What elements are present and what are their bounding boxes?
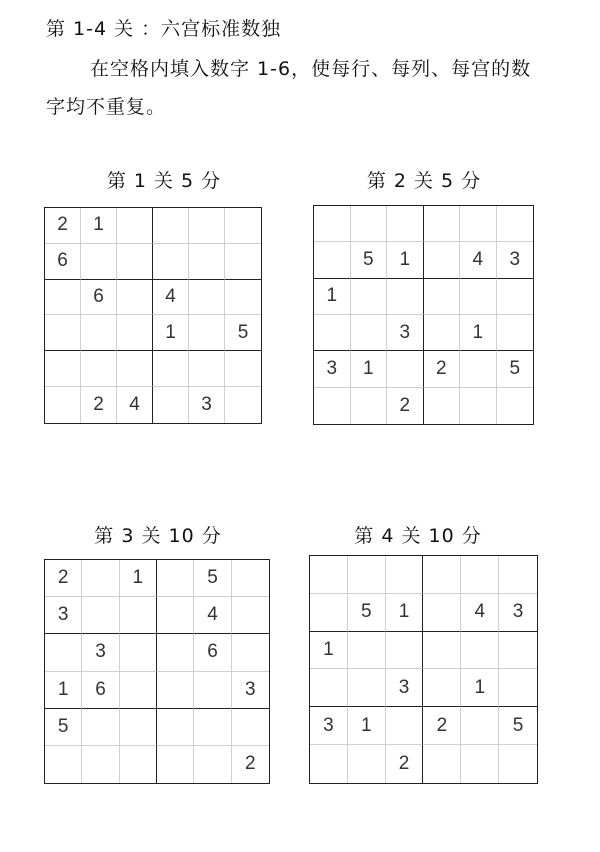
sudoku-cell[interactable] <box>386 707 424 745</box>
puzzle-1-grid <box>44 207 262 424</box>
page-title: 第 1-4 关 ：六宫标准数独 <box>46 18 282 40</box>
sudoku-cell[interactable]: 1 <box>310 632 348 670</box>
sudoku-cell[interactable]: 3 <box>310 707 348 745</box>
sudoku-cell[interactable] <box>82 560 119 597</box>
sudoku-cell[interactable] <box>423 594 461 632</box>
sudoku-cell[interactable]: 1 <box>153 315 189 351</box>
sudoku-cell[interactable] <box>310 669 348 707</box>
instruction-line-1: 在空格内填入数字 1-6，使每行、每列、每宫的数 <box>90 58 532 80</box>
sudoku-cell[interactable] <box>310 594 348 632</box>
sudoku-cell[interactable]: 3 <box>387 315 424 351</box>
sudoku-cell[interactable]: 6 <box>81 280 117 316</box>
sudoku-cell[interactable] <box>499 632 537 670</box>
sudoku-cell[interactable] <box>117 244 153 280</box>
sudoku-cell[interactable]: 2 <box>387 388 424 424</box>
sudoku-cell[interactable]: 1 <box>461 669 499 707</box>
sudoku-cell[interactable] <box>45 746 82 783</box>
sudoku-cell[interactable] <box>81 244 117 280</box>
sudoku-cell[interactable] <box>460 351 497 387</box>
sudoku-cell[interactable] <box>82 709 119 746</box>
sudoku-cell[interactable]: 2 <box>245 753 256 775</box>
sudoku-cell[interactable] <box>497 206 534 242</box>
sudoku-cell[interactable]: 3 <box>386 669 424 707</box>
sudoku-cell[interactable] <box>351 388 388 424</box>
sudoku-cell[interactable] <box>387 279 424 315</box>
sudoku-cell[interactable] <box>423 556 461 594</box>
sudoku-cell[interactable] <box>157 746 194 783</box>
sudoku-cell[interactable] <box>387 351 424 387</box>
sudoku-cell[interactable]: 4 <box>194 597 231 634</box>
sudoku-cell[interactable] <box>424 315 461 351</box>
sudoku-cell[interactable] <box>348 669 386 707</box>
sudoku-cell[interactable] <box>153 387 189 423</box>
sudoku-cell[interactable] <box>460 388 497 424</box>
sudoku-cell[interactable] <box>232 597 269 634</box>
sudoku-cell[interactable] <box>499 745 537 783</box>
sudoku-cell[interactable] <box>120 672 157 709</box>
sudoku-cell[interactable] <box>497 388 534 424</box>
sudoku-cell[interactable] <box>45 351 81 387</box>
sudoku-cell[interactable] <box>424 242 461 278</box>
sudoku-cell[interactable] <box>460 206 497 242</box>
sudoku-cell[interactable] <box>386 632 424 670</box>
puzzle-4-grid <box>309 555 538 784</box>
sudoku-cell[interactable] <box>153 208 189 244</box>
sudoku-cell[interactable] <box>497 315 534 351</box>
sudoku-cell[interactable]: 3 <box>497 242 534 278</box>
sudoku-cell[interactable] <box>45 315 81 351</box>
sudoku-cell[interactable] <box>232 560 269 597</box>
sudoku-cell[interactable] <box>424 388 461 424</box>
sudoku-cell[interactable] <box>157 597 194 634</box>
sudoku-cell[interactable] <box>117 315 153 351</box>
sudoku-cell[interactable] <box>157 560 194 597</box>
sudoku-cell[interactable]: 3 <box>189 387 225 423</box>
sudoku-cell[interactable] <box>117 351 153 387</box>
sudoku-cell[interactable] <box>120 709 157 746</box>
sudoku-cell[interactable] <box>314 315 351 351</box>
sudoku-cell[interactable] <box>189 280 225 316</box>
sudoku-cell[interactable] <box>461 745 499 783</box>
sudoku-cell[interactable] <box>387 206 424 242</box>
sudoku-cell[interactable]: 2 <box>386 745 424 783</box>
sudoku-cell[interactable] <box>225 387 261 423</box>
sudoku-cell[interactable] <box>194 672 231 709</box>
sudoku-cell[interactable] <box>157 709 194 746</box>
sudoku-cell[interactable] <box>225 351 261 387</box>
sudoku-cell[interactable]: 1 <box>348 707 386 745</box>
sudoku-cell[interactable] <box>461 707 499 745</box>
puzzle-3-grid <box>44 559 270 784</box>
sudoku-cell[interactable]: 1 <box>460 315 497 351</box>
sudoku-cell[interactable] <box>497 279 534 315</box>
sudoku-cell[interactable]: 5 <box>348 594 386 632</box>
sudoku-cell[interactable] <box>120 597 157 634</box>
sudoku-cell[interactable]: 1 <box>314 279 351 315</box>
sudoku-cell[interactable] <box>189 351 225 387</box>
sudoku-cell[interactable]: 6 <box>194 634 231 671</box>
sudoku-cell[interactable]: 4 <box>153 280 189 316</box>
sudoku-cell[interactable]: 1 <box>120 560 157 597</box>
puzzle-1-title: 第 1 关 5 分 <box>106 170 222 192</box>
sudoku-cell[interactable] <box>225 280 261 316</box>
sudoku-cell[interactable] <box>310 556 348 594</box>
sudoku-cell[interactable] <box>423 669 461 707</box>
sudoku-cell[interactable] <box>232 709 269 746</box>
sudoku-cell[interactable]: 2 <box>424 351 461 387</box>
puzzle-2-grid <box>313 205 534 425</box>
sudoku-cell[interactable] <box>386 556 424 594</box>
puzzle-4-title: 第 4 关 10 分 <box>354 525 482 547</box>
sudoku-cell[interactable] <box>351 206 388 242</box>
sudoku-cell[interactable]: 3 <box>232 672 269 709</box>
sudoku-cell[interactable] <box>117 208 153 244</box>
sudoku-cell[interactable] <box>424 206 461 242</box>
sudoku-cell[interactable] <box>461 632 499 670</box>
sudoku-cell[interactable] <box>153 351 189 387</box>
sudoku-cell[interactable] <box>189 244 225 280</box>
sudoku-cell[interactable] <box>314 388 351 424</box>
sudoku-cell[interactable]: 1 <box>45 672 82 709</box>
sudoku-cell[interactable]: 2 <box>45 208 81 244</box>
sudoku-cell[interactable] <box>225 208 261 244</box>
sudoku-cell[interactable] <box>460 279 497 315</box>
puzzle-3-title: 第 3 关 10 分 <box>94 525 222 547</box>
sudoku-cell[interactable]: 5 <box>497 351 534 387</box>
sudoku-cell[interactable] <box>499 669 537 707</box>
sudoku-cell[interactable]: 4 <box>117 387 153 423</box>
sudoku-cell[interactable] <box>314 206 351 242</box>
sudoku-cell[interactable] <box>461 556 499 594</box>
sudoku-cell[interactable] <box>189 208 225 244</box>
sudoku-cell[interactable] <box>310 745 348 783</box>
sudoku-cell[interactable] <box>157 634 194 671</box>
sudoku-cell[interactable] <box>81 315 117 351</box>
sudoku-cell[interactable] <box>348 745 386 783</box>
sudoku-cell[interactable]: 4 <box>461 594 499 632</box>
sudoku-cell[interactable]: 5 <box>225 315 261 351</box>
sudoku-cell[interactable] <box>232 634 269 671</box>
sudoku-cell[interactable]: 1 <box>81 208 117 244</box>
sudoku-cell[interactable] <box>117 280 153 316</box>
sudoku-cell[interactable]: 5 <box>499 707 537 745</box>
puzzle-2-title: 第 2 关 5 分 <box>366 170 482 192</box>
sudoku-cell[interactable] <box>120 634 157 671</box>
sudoku-cell[interactable]: 6 <box>82 672 119 709</box>
sudoku-cell[interactable] <box>153 244 189 280</box>
sudoku-cell[interactable] <box>194 709 231 746</box>
sudoku-cell[interactable]: 5 <box>194 560 231 597</box>
sudoku-cell[interactable] <box>424 279 461 315</box>
sudoku-cell[interactable]: 3 <box>45 597 82 634</box>
sudoku-cell[interactable] <box>81 351 117 387</box>
sudoku-cell[interactable] <box>351 315 388 351</box>
sudoku-cell[interactable]: 4 <box>460 242 497 278</box>
sudoku-cell[interactable]: 3 <box>314 351 351 387</box>
sudoku-cell[interactable]: 2 <box>81 387 117 423</box>
sudoku-cell[interactable] <box>194 746 231 783</box>
sudoku-cell[interactable] <box>120 746 157 783</box>
sudoku-cell[interactable] <box>45 387 81 423</box>
sudoku-cell[interactable]: 2 <box>423 707 461 745</box>
sudoku-cell[interactable]: 1 <box>351 351 388 387</box>
sudoku-cell[interactable]: 3 <box>499 594 537 632</box>
sudoku-cell[interactable] <box>499 556 537 594</box>
instruction-line-2: 字均不重复。 <box>46 96 167 118</box>
sudoku-cell[interactable]: 6 <box>45 244 81 280</box>
sudoku-cell[interactable] <box>423 745 461 783</box>
sudoku-cell[interactable] <box>157 672 194 709</box>
sudoku-cell[interactable] <box>351 279 388 315</box>
sudoku-cell[interactable] <box>82 597 119 634</box>
sudoku-cell[interactable]: 1 <box>387 242 424 278</box>
sudoku-cell[interactable] <box>82 746 119 783</box>
sudoku-cell[interactable]: 5 <box>351 242 388 278</box>
sudoku-cell[interactable]: 5 <box>45 709 82 746</box>
sudoku-cell[interactable] <box>314 242 351 278</box>
sudoku-cell[interactable] <box>348 632 386 670</box>
sudoku-cell[interactable] <box>348 556 386 594</box>
sudoku-cell[interactable] <box>189 315 225 351</box>
sudoku-cell[interactable] <box>423 632 461 670</box>
sudoku-cell[interactable]: 1 <box>386 594 424 632</box>
sudoku-cell[interactable]: 2 <box>45 560 82 597</box>
sudoku-cell[interactable] <box>45 634 82 671</box>
sudoku-cell[interactable] <box>225 244 261 280</box>
sudoku-cell[interactable]: 3 <box>82 634 119 671</box>
sudoku-cell[interactable] <box>45 280 81 316</box>
